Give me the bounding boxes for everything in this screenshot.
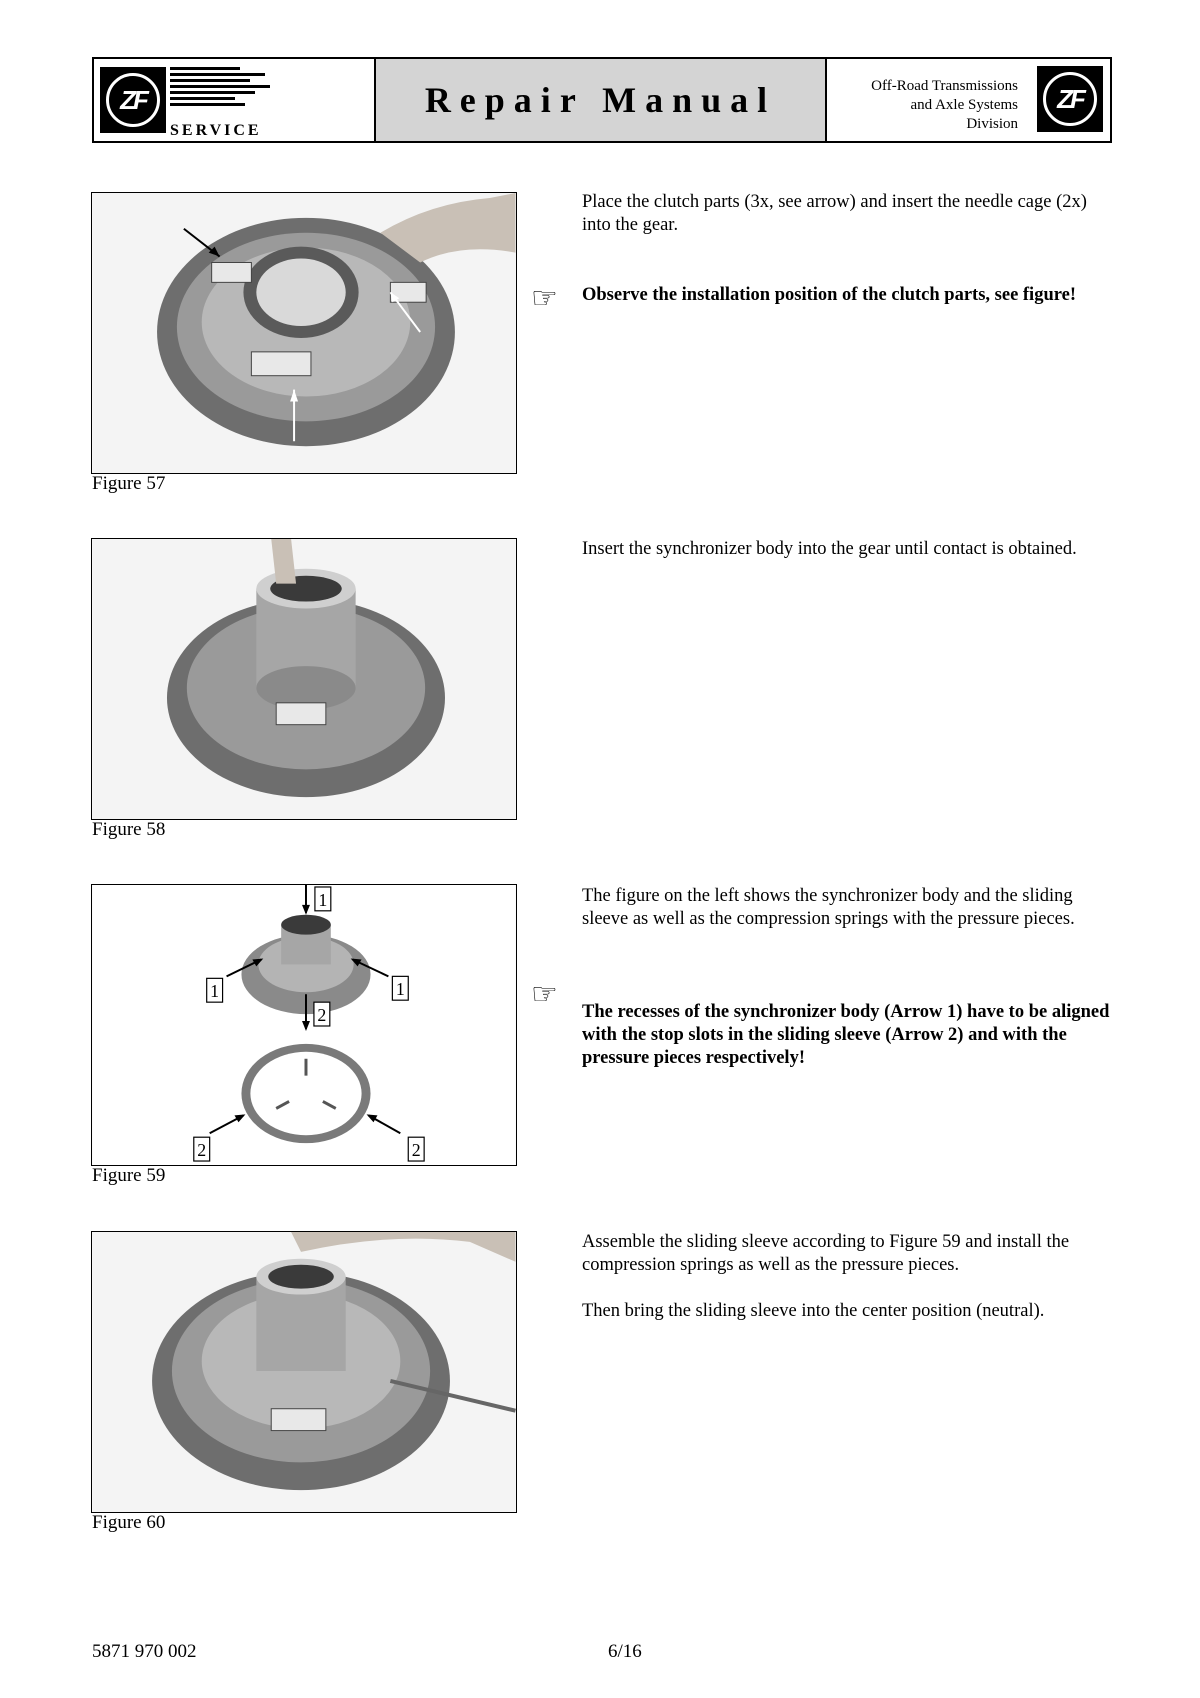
label-1-right: 1 [395, 979, 405, 1000]
label-2-left: 2 [197, 1140, 207, 1161]
label-2-right: 2 [411, 1140, 421, 1161]
section-60-text-2: Then bring the sliding sleeve into the center position (neutral). [582, 1301, 1045, 1321]
section-60-text: Assemble the sliding sleeve according to Figure 59 and install the compression springs as well as the pressure pieces. [582, 1232, 1070, 1275]
pointing-hand-icon: ☞ [531, 978, 558, 1011]
sliding-sleeve-assembly-photo [92, 1232, 516, 1512]
gear-clutch-parts-photo [92, 193, 516, 473]
section-59-note: The recesses of the synchronizer body (Arrow 1) have to be aligned with the stop slots in the sliding sleeve (Arrow 2) and with the pressure pieces respectively! [582, 1002, 1110, 1068]
label-1-left: 1 [210, 981, 220, 1002]
figure-58-caption: Figure 58 [92, 819, 166, 840]
service-stripes-icon [170, 67, 270, 113]
label-2-center: 2 [317, 1005, 327, 1026]
figure-60-caption: Figure 60 [92, 1512, 166, 1533]
section-58-text: Insert the synchronizer body into the gear until contact is obtained. [582, 539, 1077, 559]
page-title: Repair Manual [376, 59, 827, 141]
section-59-text: The figure on the left shows the synchronizer body and the sliding sleeve as well as the compression springs with the pressure pieces. [582, 886, 1075, 929]
page-number: 6/16 [608, 1641, 642, 1662]
pointing-hand-icon: ☞ [531, 282, 558, 315]
figure-59-caption: Figure 59 [92, 1165, 166, 1186]
figure-57-caption: Figure 57 [92, 473, 166, 494]
label-1-top: 1 [318, 889, 328, 910]
zf-service-logo [94, 59, 376, 141]
figure-59-image [91, 884, 517, 1166]
zf-logo-right-icon: ZF [1037, 66, 1103, 132]
section-57-text: Place the clutch parts (3x, see arrow) and insert the needle cage (2x) into the gear. [582, 192, 1087, 235]
page-header [92, 57, 1112, 143]
division-block [827, 59, 1110, 141]
synchronizer-body-photo [92, 539, 516, 819]
zf-logo-icon: ZF [100, 67, 166, 133]
synchronizer-sleeve-diagram [92, 885, 516, 1165]
doc-number: 5871 970 002 [92, 1641, 197, 1662]
figure-57-image [91, 192, 517, 474]
service-label: SERVICE [170, 122, 262, 139]
section-57-note: Observe the installation position of the clutch parts, see figure! [582, 285, 1076, 305]
figure-60-image [91, 1231, 517, 1513]
division-text: Off-Road Transmissions and Axle Systems Division [871, 78, 1018, 132]
figure-58-image [91, 538, 517, 820]
